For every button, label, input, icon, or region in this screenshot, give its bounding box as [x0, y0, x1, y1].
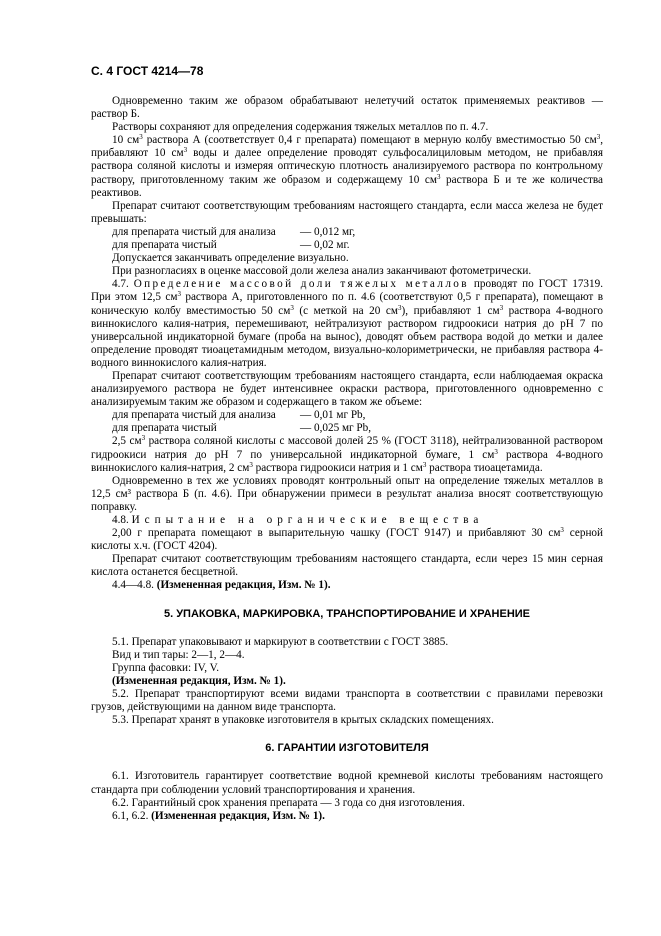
- paragraph: 6.2. Гарантийный срок хранения препарата — 3 года со дня изготовления.: [112, 796, 465, 809]
- clause-4-7: 4.7. Определение массовой доли тяжелых металлов проводят по ГОСТ 17319. При этом 12,5 $см^3$ раствора А, приготовленного по п. 4.6 (соответствуют 0,5 г препарата), помещают в коническую колбу вместимостью 50 $см^3$ (с меткой на 20 $см^3$), прибавляют 1 $см^3$ раствора 4-водного виннокислого калия-натрия, перемешивают, нейтрализуют раствором гидроокиси натрия до pH 7 по универсальной индикаторной бумаге (проба на вынос), доводят объем раствора водой до метки и далее определение проводят тиоацетамидным методом, визуально-колориметрически, не прибавляя раствора 4-водного виннокислого калия-натрия.: [91, 278, 604, 369]
- paragraph: 5.2. Препарат транспортируют всеми видами транспорта в соответствии с правилами перевозки грузов, действующими на данном виде транспорта.: [91, 688, 603, 714]
- paragraph: Растворы сохраняют для определения содержания тяжелых металлов по п. 4.7.: [112, 121, 489, 134]
- paragraph: Препарат считают соответствующим требованиям настоящего стандарта, если масса железа не будет превышать:: [91, 199, 603, 225]
- paragraph: 6.1. Изготовитель гарантирует соответствие водной кремневой кислоты требованиям настоящего стандарта при соблюдении условий транспортирования и хранения.: [91, 770, 603, 796]
- clause-4-8: 4.8. Испытание на органические вещества: [112, 514, 484, 526]
- section-6-heading: 6. ГАРАНТИИ ИЗГОТОВИТЕЛЯ: [265, 742, 429, 755]
- amendment-note: (Измененная редакция, Изм. № 1).: [112, 674, 286, 687]
- paragraph: 5.3. Препарат хранят в упаковке изготовителя в крытых складских помещениях.: [112, 714, 494, 727]
- paragraph: Допускается заканчивать определение визуально.: [112, 252, 349, 265]
- section-5-heading: 5. УПАКОВКА, МАРКИРОВКА, ТРАНСПОРТИРОВАНИЕ И ХРАНЕНИЕ: [163, 607, 531, 620]
- paragraph: 5.1. Препарат упаковывают и маркируют в соответствии с ГОСТ 3885.: [112, 635, 449, 648]
- paragraph: Одновременно таким же образом обрабатывают нелетучий остаток применяемых реактивов — раствор Б.: [91, 95, 603, 121]
- limit-row: для препарата чистый для анализа — 0,01 мг Pb,: [112, 409, 366, 422]
- limit-row: для препарата чистый — 0,02 мг.: [112, 239, 350, 252]
- paragraph: Вид и тип тары: 2—1, 2—4.: [112, 648, 245, 661]
- paragraph: При разногласиях в оценке массовой доли железа анализ заканчивают фотометрически.: [112, 265, 532, 278]
- paragraph: Одновременно в тех же условиях проводят контрольный опыт на определение тяжелых металлов в 12,5 см³ раствора Б (п. 4.6). При обнаружении примеси в результат анализа вносят соответствующую поправку.: [91, 474, 603, 513]
- paragraph: 10 $см^3$ раствора А (соответствует 0,4 г препарата) помещают в мерную колбу вместимостью 50 $см^3$, прибавляют 10 $см^3$ воды и далее определение проводят сульфосалициловым методом, не прибавляя раствора соляной кислоты и измеряя оптическую плотность анализируемого раствора по контрольному раствору, приготовленному таким же образом и содержащему 10 $см^3$ раствора Б и те же количества реактивов.: [91, 133, 603, 199]
- page-header: С. 4 ГОСТ 4214—78: [91, 64, 204, 78]
- amendment-note: 6.1, 6.2. (Измененная редакция, Изм. № 1).: [112, 809, 325, 822]
- paragraph: Препарат считают соответствующим требованиям настоящего стандарта, если наблюдаемая окраска анализируемого раствора не будет интенсивнее окраски раствора, приготовленного одновременно с анализируемым таким же образом и содержащего в таком же объеме:: [91, 369, 603, 409]
- limit-row: для препарата чистый — 0,025 мг Pb,: [112, 422, 372, 435]
- amendment-note: 4.4—4.8. (Измененная редакция, Изм. № 1).: [112, 579, 331, 592]
- paragraph: 2,00 г препарата помещают в выпарительную чашку (ГОСТ 9147) и прибавляют 30 $см^3$ серной кислоты х.ч. (ГОСТ 4204).: [91, 526, 604, 553]
- paragraph: Группа фасовки: IV, V.: [112, 661, 220, 674]
- limit-row: для препарата чистый для анализа — 0,012 мг,: [112, 225, 356, 238]
- paragraph: Препарат считают соответствующим требованиям настоящего стандарта, если через 15 мин серная кислота останется бесцветной.: [91, 553, 603, 579]
- paragraph: 2,5 $см^3$ раствора соляной кислоты с массовой долей 25 % (ГОСТ 3118), нейтрализованной раствором гидроокиси натрия до pH 7 по универсальной индикаторной бумаге, 1 $см^3$ раствора 4-водного виннокислого калия-натрия, 2 $см^3$ раствора гидроокиси натрия и 1 $см^3$ раствора тиоацетамида.: [91, 434, 604, 474]
